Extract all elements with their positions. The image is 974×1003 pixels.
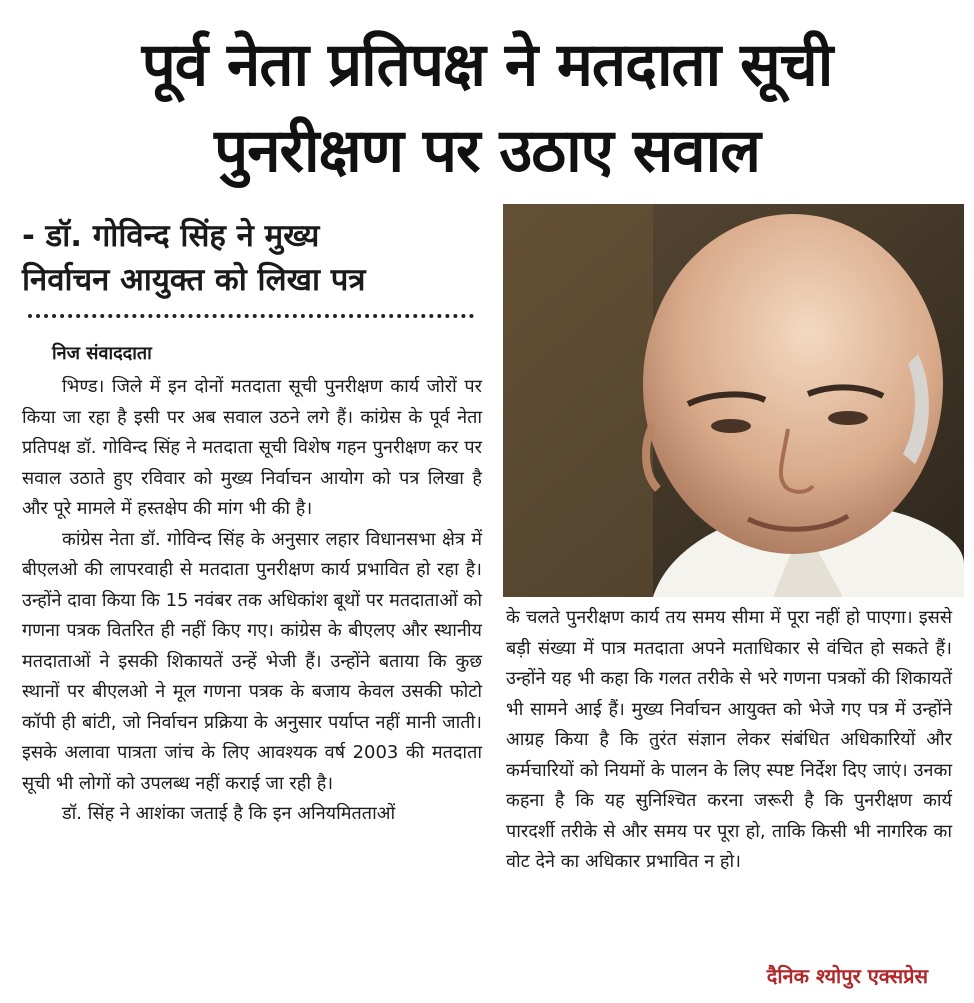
subheadline — [22, 214, 492, 302]
source-credit: दैनिक श्योपुर एक्सप्रेस — [766, 964, 928, 988]
paragraph-3: डॉ. सिंह ने आशंका जताई है कि इन अनियमितताओं — [62, 803, 396, 824]
headline-line-1: पूर्व नेता प्रतिपक्ष ने मतदाता सूची — [141, 30, 833, 100]
portrait-photo-icon — [503, 204, 964, 597]
dotted-divider — [28, 314, 474, 324]
headline — [20, 22, 954, 194]
article-column-right — [506, 603, 952, 878]
paragraph-1: भिण्ड। जिले में इन दोनों मतदाता सूची पुनरीक्षण कार्य जोरों पर किया जा रहा है इसी पर अब सवाल उठने लगे हैं। कांग्रेस के पूर्व नेता प्रतिपक्ष डॉ. गोविन्द सिंह ने मतदाता सूची विशेष गहन पुनरीक्षण कर पर सवाल उठाते हुए रविवार को मुख्य निर्वाचन आयोग को पत्र लिखा है और पूरे मामले में हस्तक्षेप की मांग भी की है। — [22, 376, 482, 519]
portrait-illustration — [503, 204, 964, 597]
byline: निज संवाददाता — [52, 343, 152, 364]
subheadline-line-1: - डॉ. गोविन्द सिंह ने मुख्य — [22, 218, 320, 254]
paragraph-2: कांग्रेस नेता डॉ. गोविन्द सिंह के अनुसार लहार विधानसभा क्षेत्र में बीएलओ की लापरवाही से मतदाता पुनरीक्षण कार्य प्रभावित हो रहा है। उन्होंने दावा किया कि 15 नवंबर तक अधिकांश बूथों पर मतदाताओं को गणना पत्रक वितरित ही नहीं किए गए। कांग्रेस के बीएलए और स्थानीय मतदाताओं ने इसकी शिकायतें उन्हें भेजी हैं। उन्होंने बताया कि कुछ स्थानों पर बीएलओ ने मूल गणना पत्रक के बजाय केवल उसकी फोटो कॉपी ही बांटी, जो निर्वाचन प्रक्रिया के अनुसार पर्याप्त नहीं मानी जाती। इसके अलावा पात्रता जांच के लिए आवश्यक वर्ष 2003 की मतदाता सूची भी लोगों को उपलब्ध नहीं कराई जा रही है। — [22, 528, 482, 794]
paragraph-4: के चलते पुनरीक्षण कार्य तय समय सीमा में पूरा नहीं हो पाएगा। इससे बड़ी संख्या में पात्र मतदाता अपने मताधिकार से वंचित हो सकते हैं। उन्होंने यह भी कहा कि गलत तरीके से भरे गणना पत्रकों की शिकायतें भी सामने आई हैं। मुख्य निर्वाचन आयुक्त को भेजे गए पत्र में उन्होंने आग्रह किया है कि तुरंत संज्ञान लेकर संबंधित अधिकारियों और कर्मचारियों को नियमों के पालन के लिए स्पष्ट निर्देश दिए जाएं। उनका कहना है कि यह सुनिश्चित करना जरूरी है कि पुनरीक्षण कार्य पारदर्शी तरीके से और समय पर पूरा हो, ताकि किसी भी नागरिक का वोट देने का अधिकार प्रभावित न हो। — [506, 607, 952, 872]
headline-line-2: पुनरीक्षण पर उठाए सवाल — [214, 116, 760, 186]
subheadline-line-2: निर्वाचन आयुक्त को लिखा पत्र — [22, 262, 366, 298]
article-column-left — [22, 372, 482, 830]
